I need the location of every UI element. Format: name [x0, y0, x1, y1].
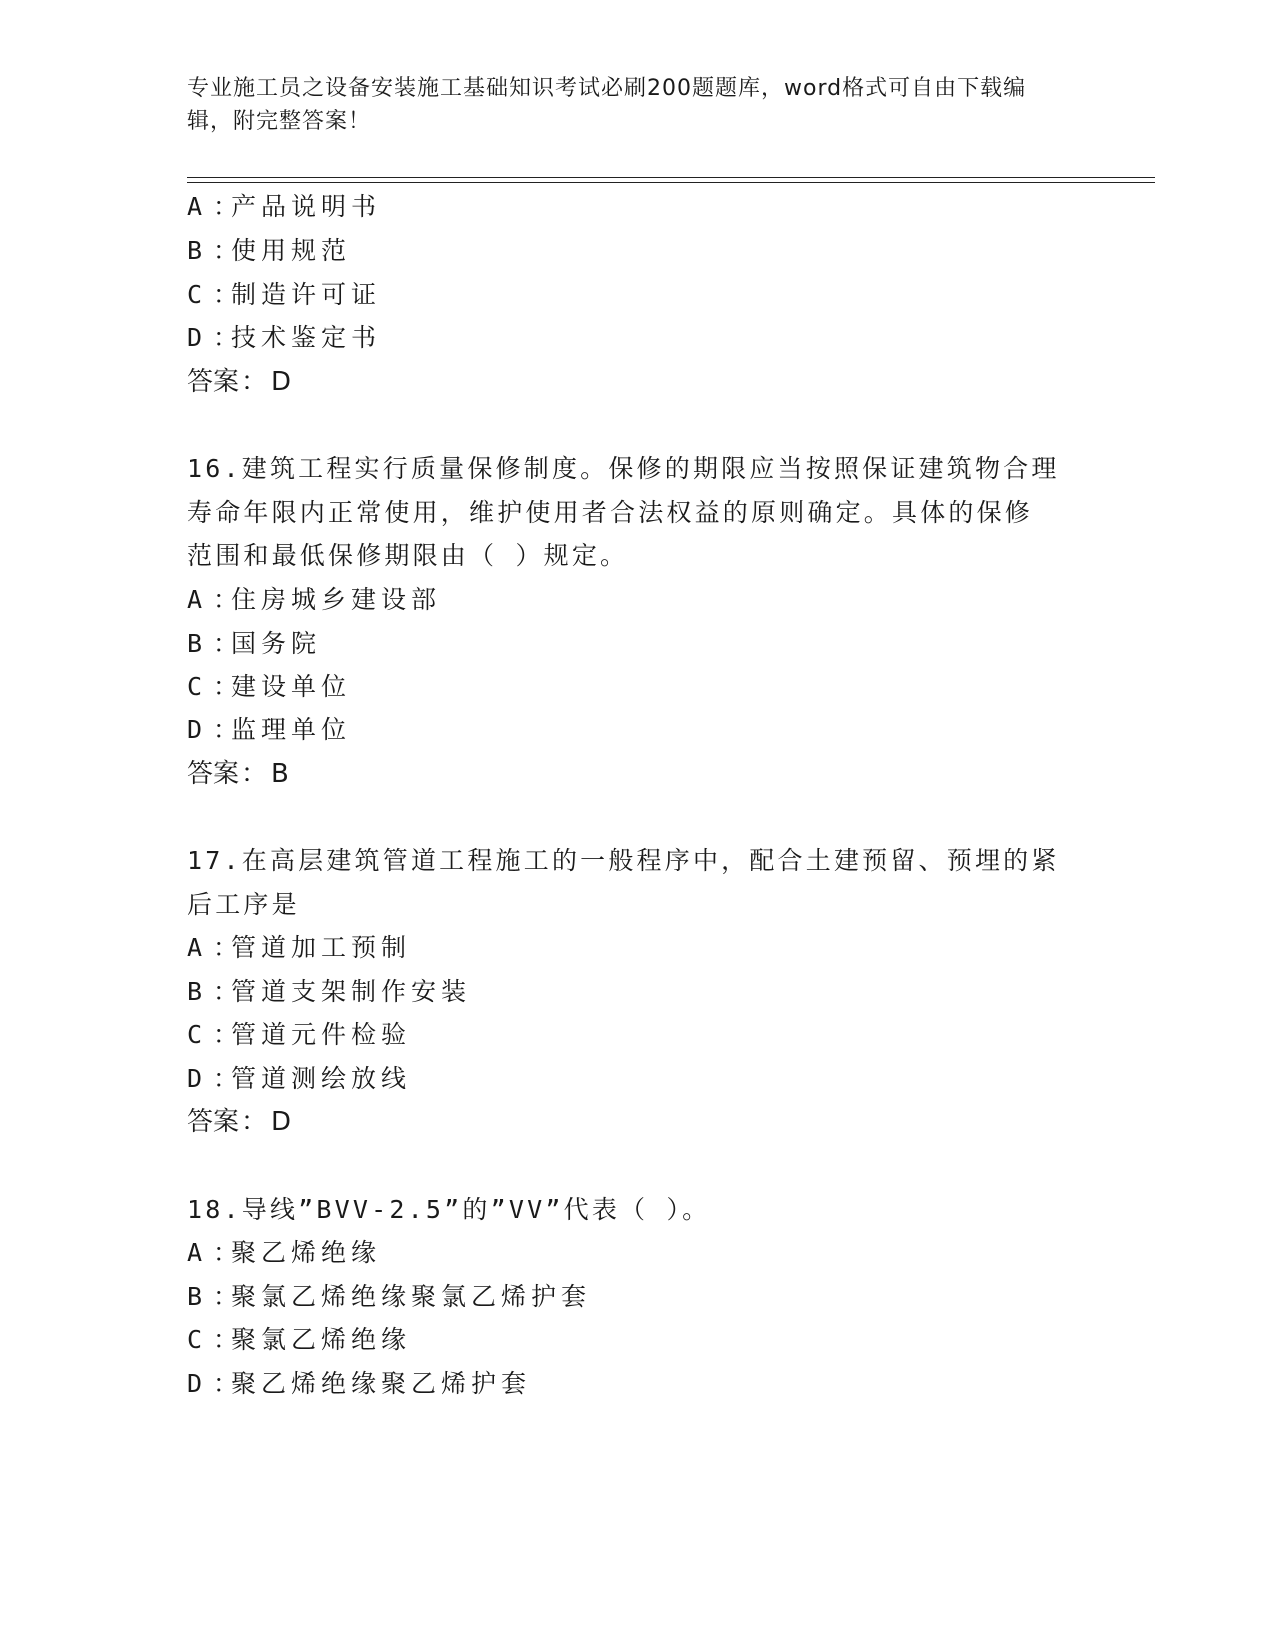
q18-option-c: C ：聚氯乙烯绝缘	[187, 1325, 412, 1354]
header-divider-bottom	[187, 182, 1155, 183]
q18-text-line-1: 18.导线”BVV-2.5”的”VV”代表（ ）。	[187, 1195, 711, 1224]
q16-text-line-1: 16.建筑工程实行质量保修制度。保修的期限应当按照保证建筑物合理	[187, 454, 1060, 483]
q17-option-c: C ：管道元件检验	[187, 1020, 412, 1049]
q18-option-d: D ：聚乙烯绝缘聚乙烯护套	[187, 1369, 532, 1398]
q18-option-b: B ：聚氯乙烯绝缘聚氯乙烯护套	[187, 1282, 592, 1311]
q17-option-d: D ：管道测绘放线	[187, 1064, 412, 1093]
q15-option-d: D ：技术鉴定书	[187, 323, 382, 352]
q16-answer: 答案： B	[187, 759, 289, 789]
document-header: 专业施工员之设备安装施工基础知识考试必刷200题题库，word格式可自由下载编辑，附完整答案！	[187, 76, 1027, 134]
q16-option-c: C ：建设单位	[187, 672, 352, 701]
q15-answer: 答案： D	[187, 367, 292, 397]
q17-option-b: B ：管道支架制作安装	[187, 977, 472, 1006]
header-divider-top	[187, 177, 1155, 178]
q18-option-a: A ：聚乙烯绝缘	[187, 1238, 382, 1267]
q17-text-line-1: 17.在高层建筑管道工程施工的一般程序中，配合土建预留、预埋的紧	[187, 846, 1060, 875]
q16-option-b: B ：国务院	[187, 629, 322, 658]
q16-text-line-3: 范围和最低保修期限由（ ）规定。	[187, 541, 629, 570]
q15-option-b: B ：使用规范	[187, 236, 352, 265]
q16-text-line-2: 寿命年限内正常使用，维护使用者合法权益的原则确定。具体的保修	[187, 498, 1034, 527]
q17-option-a: A ：管道加工预制	[187, 933, 412, 962]
q15-option-c: C ：制造许可证	[187, 280, 382, 309]
q15-option-a: A ：产品说明书	[187, 192, 382, 221]
q17-text-line-2: 后工序是	[187, 890, 300, 919]
q17-answer: 答案： D	[187, 1107, 292, 1137]
q16-option-a: A ：住房城乡建设部	[187, 585, 442, 614]
q16-option-d: D ：监理单位	[187, 715, 352, 744]
